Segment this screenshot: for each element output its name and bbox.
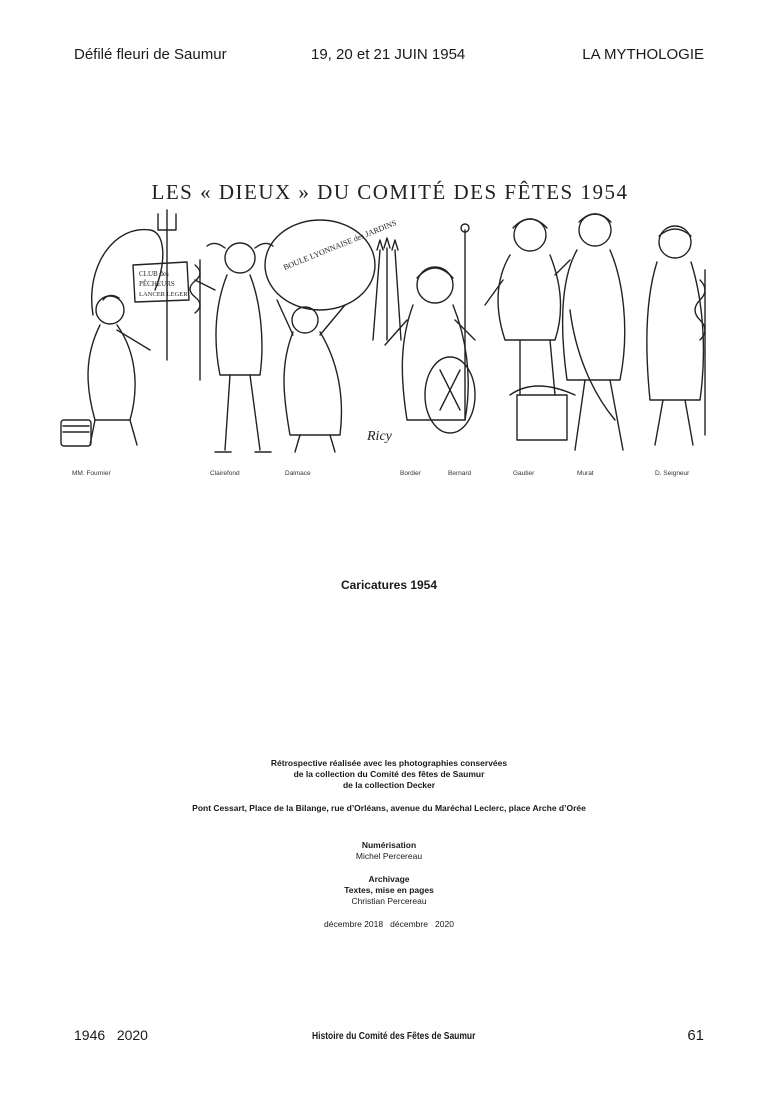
page-number: 61 <box>687 1027 704 1044</box>
figure-jupiter <box>385 224 475 433</box>
textes-name: Christian Percereau <box>351 896 427 906</box>
figure-names <box>55 470 725 482</box>
header-section-title: LA MYTHOLOGIE <box>582 46 704 63</box>
ball-text: BOULE LYONNAISE des JARDINS <box>281 218 398 272</box>
header-dates: 19, 20 et 21 JUIN 1954 <box>311 46 466 63</box>
figure-atlas <box>265 218 398 452</box>
sign-text-line3: LANCER LEGER <box>139 291 188 298</box>
name-bordier: Bordier <box>400 470 421 477</box>
name-murat: Murat <box>577 470 594 477</box>
figure-sign-trident <box>133 210 189 360</box>
caricature-drawing <box>55 170 725 470</box>
archivage-label: Archivage <box>368 874 410 884</box>
name-clairefond: Clairefond <box>210 470 240 477</box>
credits-line-3: de la collection Decker <box>342 780 436 790</box>
name-fournier: MM. Fournier <box>72 470 111 477</box>
header-left-title: Défilé fleuri de Saumur <box>74 46 227 63</box>
credits-dates: décembre 2018 décembre 2020 <box>324 919 454 929</box>
figure-mercury <box>190 243 273 452</box>
credits-places: Pont Cessart, Place de la Bilange, rue d’Orléans, avenue du Maréchal Leclerc, place Arche d’Orée <box>192 803 586 813</box>
credits-line-1: Rétrospective réalisée avec les photographies conservées <box>270 758 508 768</box>
figure-aesculapius <box>647 226 705 445</box>
caricature-illustration <box>55 170 725 490</box>
figure-toga <box>563 214 625 450</box>
name-gautier: Gautier <box>513 470 535 477</box>
illustration-caption: Caricatures 1954 <box>340 578 438 592</box>
figure-vulcan <box>485 219 575 440</box>
footer-years: 1946 2020 <box>74 1027 148 1043</box>
credits-line-2: de la collection du Comité des fêtes de Saumur <box>293 769 485 779</box>
numerisation-name: Michel Percereau <box>355 851 423 861</box>
credits-block <box>0 758 778 930</box>
numerisation-label: Numérisation <box>361 840 417 850</box>
name-dalmace: Dalmace <box>285 470 311 477</box>
figure-fisherman <box>61 230 163 446</box>
name-bernard: Bernard <box>448 470 472 477</box>
sign-text-line1: CLUB des <box>139 270 169 278</box>
sign-text-line2: PÊCHEURS <box>139 280 175 288</box>
arrows-bundle <box>373 238 401 340</box>
artist-signature: Ricy <box>367 429 392 444</box>
illustration-title: LES « DIEUX » DU COMITÉ DES FÊTES 1954 <box>151 180 629 204</box>
name-seigneur: D. Seigneur <box>655 470 690 477</box>
textes-label: Textes, mise en pages <box>344 885 434 895</box>
footer-book-title: Histoire du Comité des Fêtes de Saumur <box>312 1031 476 1042</box>
